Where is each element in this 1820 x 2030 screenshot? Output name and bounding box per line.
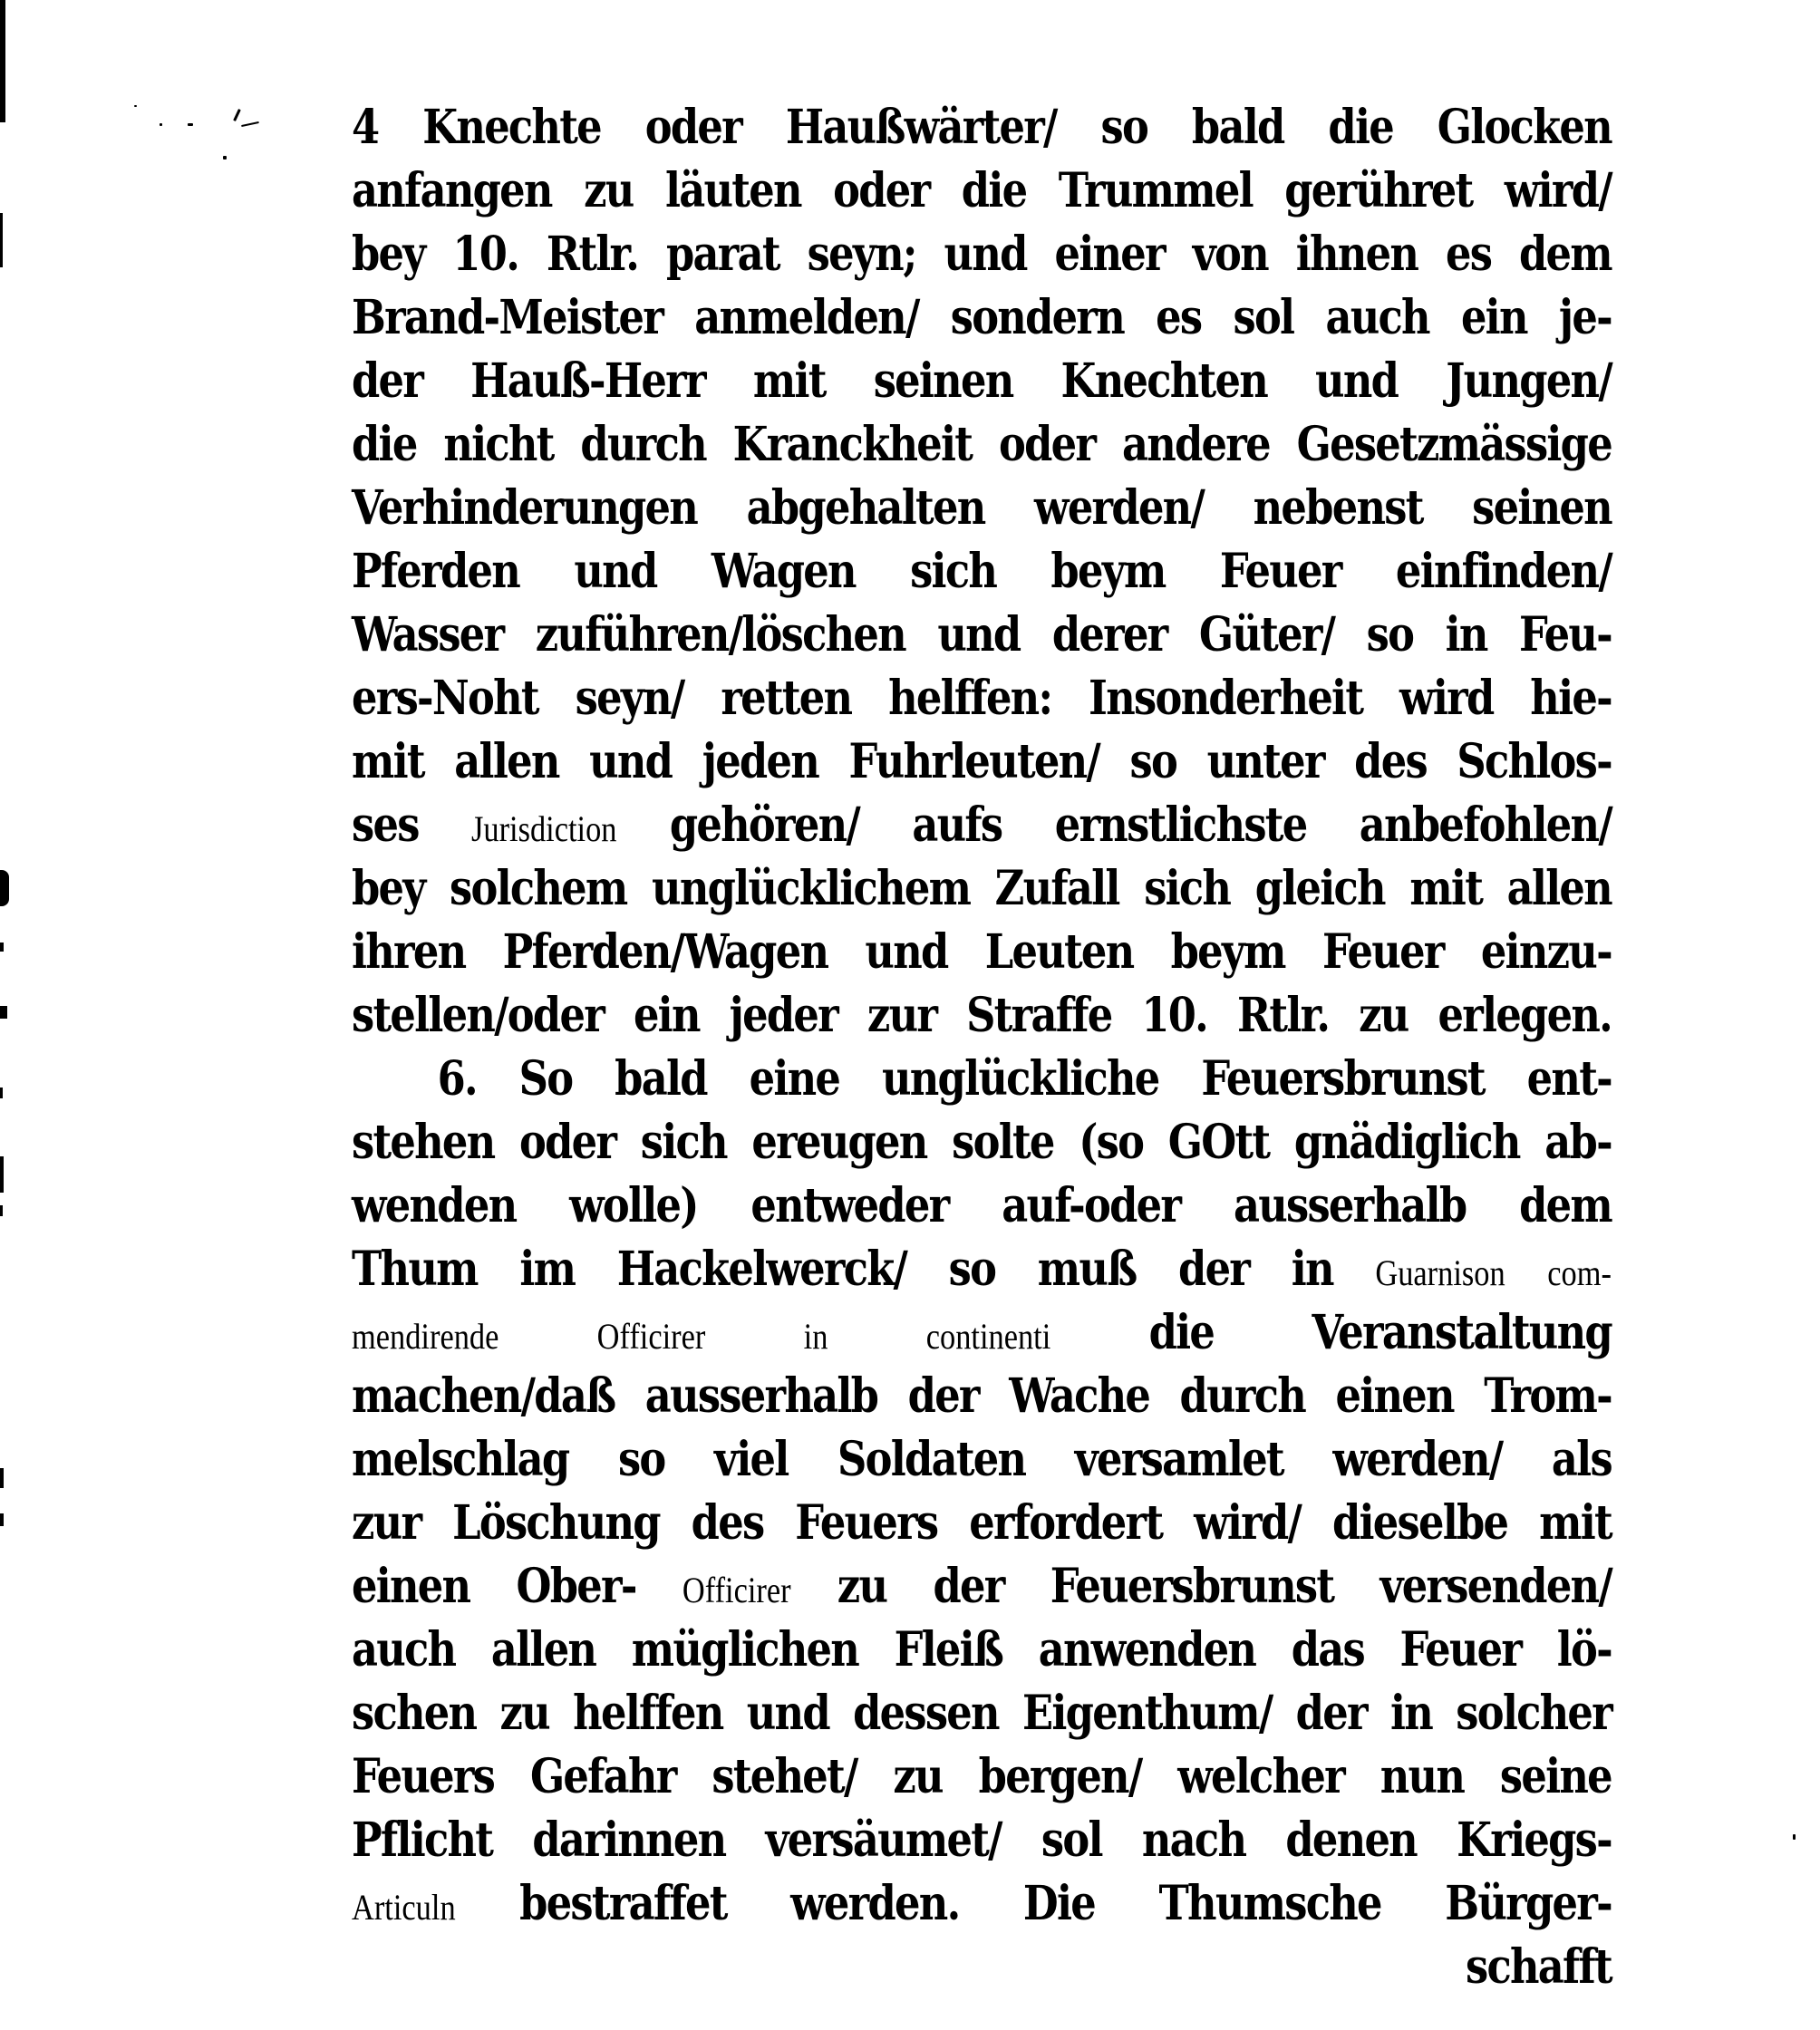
fraktur-word: als — [1551, 1432, 1612, 1487]
fraktur-word: oder — [519, 1115, 616, 1170]
fraktur-word: ihnen — [1295, 227, 1418, 282]
fraktur-word: Jungen/ — [1446, 353, 1612, 409]
fraktur-word: der — [1178, 1242, 1250, 1297]
text-line — [352, 732, 1612, 792]
fraktur-word: auch — [352, 1622, 456, 1677]
text-line — [352, 352, 1612, 411]
fraktur-word: oder — [833, 163, 930, 218]
pencil-mark — [223, 156, 227, 160]
fraktur-word: schafft — [1465, 1939, 1612, 1995]
fraktur-word: dem — [1518, 227, 1612, 282]
fraktur-word: mit — [1409, 861, 1483, 916]
fraktur-word: Bürger- — [1445, 1876, 1612, 1931]
fraktur-word: entweder — [750, 1178, 949, 1233]
fraktur-word: seyn; — [807, 227, 916, 282]
fraktur-word: gehören/ — [669, 798, 860, 853]
fraktur-word: Eigenthum/ — [1022, 1686, 1273, 1741]
fraktur-word: versenden/ — [1380, 1559, 1612, 1614]
fraktur-word: helffen — [573, 1686, 723, 1741]
fraktur-word: So — [518, 1051, 573, 1107]
fraktur-word: jeder — [729, 988, 837, 1043]
fraktur-word: Straffe — [966, 988, 1112, 1043]
fraktur-word: zu — [584, 163, 634, 218]
text-line — [352, 669, 1612, 729]
scan-edge-artifact — [0, 942, 4, 952]
fraktur-word: werden/ — [1034, 480, 1205, 536]
fraktur-word: die — [352, 417, 417, 472]
fraktur-word: muß — [1037, 1242, 1137, 1297]
fraktur-word: Knechte — [422, 100, 601, 155]
fraktur-word: werden. — [790, 1876, 960, 1931]
text-line — [352, 1874, 1612, 1934]
fraktur-word: seine — [1499, 1749, 1612, 1804]
fraktur-word: Pferden/Wagen — [502, 924, 828, 980]
fraktur-word: jeden — [702, 734, 819, 789]
pencil-mark — [188, 123, 193, 126]
fraktur-word: 6. — [437, 1051, 477, 1107]
fraktur-word: es — [1156, 290, 1202, 345]
fraktur-word: in — [1390, 1686, 1433, 1741]
fraktur-word: Wagen — [711, 544, 856, 599]
fraktur-word: beym — [1170, 924, 1285, 980]
fraktur-word: gnädiglich — [1293, 1115, 1520, 1170]
fraktur-word: (so — [1079, 1115, 1144, 1170]
fraktur-word: derer — [1051, 607, 1167, 662]
fraktur-word: mit — [1539, 1495, 1612, 1551]
fraktur-word: oder — [998, 417, 1096, 472]
fraktur-word: GOtt — [1167, 1115, 1270, 1170]
text-line — [352, 1557, 1612, 1617]
fraktur-word: so — [1129, 734, 1177, 789]
fraktur-word: ausserhalb — [644, 1368, 878, 1424]
fraktur-word: wird/ — [1504, 163, 1612, 218]
fraktur-word: so — [617, 1432, 665, 1487]
fraktur-word: andere — [1121, 417, 1270, 472]
fraktur-word: sol — [1041, 1812, 1102, 1868]
text-line — [352, 161, 1612, 221]
fraktur-word: nach — [1141, 1812, 1246, 1868]
fraktur-word: einen — [352, 1559, 470, 1614]
fraktur-word: gleich — [1254, 861, 1385, 916]
fraktur-word: so — [948, 1242, 996, 1297]
fraktur-word: nebenst — [1253, 480, 1423, 536]
text-line — [352, 98, 1612, 158]
fraktur-word: Trom- — [1484, 1368, 1612, 1424]
antiqua-word: Officirer — [596, 1316, 706, 1357]
scan-edge-artifact — [0, 1513, 4, 1526]
text-line — [352, 1620, 1612, 1680]
fraktur-word: dieselbe — [1331, 1495, 1508, 1551]
fraktur-word: zur — [866, 988, 937, 1043]
text-line — [352, 1430, 1612, 1490]
fraktur-word: der — [907, 1368, 979, 1424]
fraktur-word: helffen: — [888, 671, 1052, 726]
fraktur-word: einen — [1335, 1368, 1454, 1424]
fraktur-word: Gefahr — [529, 1749, 676, 1804]
fraktur-word: so — [1366, 607, 1414, 662]
fraktur-word: Feuers — [352, 1749, 495, 1804]
scan-edge-artifact — [0, 1468, 4, 1488]
fraktur-word: Hauß-Herr — [470, 353, 705, 409]
text-line — [352, 859, 1612, 919]
fraktur-word: der — [1295, 1686, 1367, 1741]
fraktur-word: solcher — [1456, 1686, 1612, 1741]
fraktur-word: ab- — [1544, 1115, 1612, 1170]
fraktur-word: des — [691, 1495, 764, 1551]
fraktur-word: der — [933, 1559, 1004, 1614]
fraktur-word: auch — [1325, 290, 1429, 345]
fraktur-word: ereugen — [751, 1115, 927, 1170]
fraktur-word: ein — [633, 988, 700, 1043]
fraktur-word: oder — [644, 100, 741, 155]
fraktur-word: darinnen — [532, 1812, 726, 1868]
fraktur-word: und — [1315, 353, 1399, 409]
fraktur-word: wird/ — [1194, 1495, 1302, 1551]
fraktur-word: Fuhrleuten/ — [848, 734, 1100, 789]
fraktur-word: anfangen — [352, 163, 552, 218]
fraktur-word: mit — [752, 353, 826, 409]
fraktur-word: Fleiß — [894, 1622, 1003, 1677]
fraktur-word: Feuer — [1399, 1622, 1522, 1677]
scan-edge-artifact — [0, 1006, 7, 1019]
fraktur-word: Leuten — [984, 924, 1134, 980]
fraktur-word: es — [1445, 227, 1492, 282]
fraktur-word: hie- — [1530, 671, 1612, 726]
fraktur-word: unglücklichem — [652, 861, 971, 916]
fraktur-word: Glocken — [1437, 100, 1612, 155]
fraktur-word: Haußwärter/ — [785, 100, 1057, 155]
pencil-mark — [134, 105, 137, 107]
fraktur-word: Veranstaltung — [1312, 1305, 1612, 1360]
fraktur-word: einzu- — [1480, 924, 1612, 980]
fraktur-word: stellen/oder — [352, 988, 605, 1043]
text-line — [352, 1113, 1612, 1173]
fraktur-word: bergen/ — [978, 1749, 1142, 1804]
fraktur-word: welcher — [1177, 1749, 1344, 1804]
fraktur-word: unglückliche — [881, 1051, 1159, 1107]
fraktur-word: sich — [1144, 861, 1231, 916]
fraktur-word: 10. — [1141, 988, 1208, 1043]
antiqua-word: Articuln — [352, 1887, 456, 1928]
fraktur-word: zu — [837, 1559, 887, 1614]
text-line — [352, 415, 1612, 475]
fraktur-word: stehet/ — [712, 1749, 857, 1804]
scan-edge-artifact — [0, 213, 3, 267]
fraktur-word: 10. — [452, 227, 519, 282]
scan-edge-artifact — [0, 1205, 3, 1216]
text-line — [352, 1049, 1612, 1109]
fraktur-word: Gesetzmässige — [1296, 417, 1612, 472]
scan-speck — [1793, 1834, 1796, 1840]
fraktur-word: Zufall — [994, 861, 1119, 916]
text-line — [352, 605, 1612, 665]
text-line — [352, 1811, 1612, 1870]
fraktur-word: sich — [910, 544, 997, 599]
fraktur-word: ernstlichste — [1054, 798, 1307, 853]
fraktur-word: Trummel — [1058, 163, 1253, 218]
fraktur-word: ers-Noht — [352, 671, 538, 726]
scan-edge-artifact — [0, 870, 9, 906]
fraktur-word: retten — [721, 671, 852, 726]
fraktur-word: schen — [352, 1686, 477, 1741]
text-line — [352, 986, 1612, 1046]
fraktur-word: Ober- — [516, 1559, 636, 1614]
text-line — [352, 1494, 1612, 1553]
fraktur-word: bald — [615, 1051, 707, 1107]
fraktur-word: allen — [454, 734, 559, 789]
fraktur-word: anwenden — [1038, 1622, 1256, 1677]
fraktur-word: Pferden — [352, 544, 520, 599]
fraktur-word: bey — [352, 227, 425, 282]
fraktur-word: wolle) — [569, 1178, 698, 1233]
fraktur-word: Feuersbrunst — [1201, 1051, 1485, 1107]
text-line — [352, 225, 1612, 285]
text-line — [352, 542, 1612, 602]
fraktur-word: ihren — [352, 924, 466, 980]
antiqua-word: in — [803, 1316, 828, 1357]
fraktur-word: versäumet/ — [765, 1812, 1002, 1868]
fraktur-word: in — [1291, 1242, 1333, 1297]
fraktur-word: Güter/ — [1198, 607, 1335, 662]
fraktur-word: des — [1354, 734, 1427, 789]
fraktur-word: einfinden/ — [1395, 544, 1612, 599]
fraktur-word: Rtlr. — [1236, 988, 1330, 1043]
fraktur-word: aufs — [912, 798, 1002, 853]
fraktur-word: Wasser — [352, 607, 504, 662]
fraktur-word: Feuers — [795, 1495, 938, 1551]
fraktur-word: im — [519, 1242, 576, 1297]
fraktur-word: denen — [1285, 1812, 1417, 1868]
fraktur-word: durch — [1179, 1368, 1306, 1424]
fraktur-word: seyn/ — [575, 671, 684, 726]
fraktur-word: eine — [749, 1051, 840, 1107]
fraktur-word: die — [961, 163, 1027, 218]
fraktur-word: sich — [640, 1115, 727, 1170]
fraktur-word: Wache — [1009, 1368, 1150, 1424]
fraktur-word: wenden — [352, 1178, 517, 1233]
fraktur-word: 4 — [352, 100, 379, 155]
text-line — [352, 1747, 1612, 1807]
fraktur-word: wird — [1399, 671, 1494, 726]
fraktur-word: in — [1445, 607, 1487, 662]
text-line — [352, 1367, 1612, 1426]
fraktur-word: die — [1148, 1305, 1215, 1360]
text-line — [352, 288, 1612, 348]
fraktur-word: Rtlr. — [546, 227, 639, 282]
document-page — [352, 0, 1612, 2030]
fraktur-word: solchem — [450, 861, 627, 916]
fraktur-word: auf-oder — [1002, 1178, 1181, 1233]
pencil-mark — [241, 121, 259, 127]
fraktur-word: gerühret — [1284, 163, 1473, 218]
fraktur-word: müglichen — [631, 1622, 859, 1677]
fraktur-word: zu — [893, 1749, 943, 1804]
fraktur-word: und — [944, 227, 1027, 282]
fraktur-word: seinen — [873, 353, 1013, 409]
fraktur-word: Thum — [352, 1242, 478, 1297]
fraktur-word: versamlet — [1074, 1432, 1283, 1487]
antiqua-word: Guarnison — [1375, 1252, 1505, 1293]
text-line — [352, 796, 1612, 856]
fraktur-word: Kriegs- — [1457, 1812, 1612, 1868]
fraktur-word: Löschung — [452, 1495, 660, 1551]
scan-edge-artifact — [0, 0, 5, 122]
fraktur-word: Feuersbrunst — [1050, 1559, 1334, 1614]
fraktur-word: und — [865, 924, 948, 980]
antiqua-word: com- — [1547, 1252, 1612, 1293]
fraktur-word: die — [1328, 100, 1393, 155]
scan-edge-artifact — [0, 1088, 3, 1098]
fraktur-word: zur — [352, 1495, 421, 1551]
fraktur-word: zu — [1359, 988, 1409, 1043]
fraktur-word: und — [574, 544, 657, 599]
fraktur-word: und — [589, 734, 673, 789]
fraktur-word: parat — [665, 227, 779, 282]
fraktur-word: melschlag — [352, 1432, 569, 1487]
text-line — [352, 1176, 1612, 1236]
fraktur-word: stehen — [352, 1115, 495, 1170]
scan-edge-artifact — [0, 1156, 4, 1193]
fraktur-word: der — [352, 353, 423, 409]
fraktur-word: Hackelwerck/ — [616, 1242, 907, 1297]
fraktur-word: Schlos- — [1457, 734, 1612, 789]
text-line — [352, 1684, 1612, 1744]
fraktur-word: nun — [1380, 1749, 1465, 1804]
text-line — [352, 923, 1612, 982]
fraktur-word: Verhinderungen — [352, 480, 698, 536]
fraktur-word: viel — [714, 1432, 789, 1487]
fraktur-word: dessen — [853, 1686, 999, 1741]
fraktur-word: das — [1291, 1622, 1364, 1677]
fraktur-word: sondern — [950, 290, 1125, 345]
fraktur-word: ausserhalb — [1233, 1178, 1467, 1233]
fraktur-word: sol — [1233, 290, 1294, 345]
text-line — [352, 1240, 1612, 1300]
fraktur-word: werden/ — [1332, 1432, 1503, 1487]
fraktur-word: seinen — [1472, 480, 1612, 536]
fraktur-word: so — [1100, 100, 1148, 155]
fraktur-word: Kranckheit — [732, 417, 973, 472]
fraktur-word: zuführen/löschen — [535, 607, 905, 662]
antiqua-word: mendirende — [352, 1316, 499, 1357]
fraktur-word: durch — [580, 417, 706, 472]
fraktur-word: ses — [352, 798, 419, 853]
fraktur-word: von — [1192, 227, 1268, 282]
fraktur-word: solte — [952, 1115, 1054, 1170]
antiqua-word: Jurisdiction — [470, 808, 617, 849]
fraktur-word: mit — [352, 734, 424, 789]
fraktur-word: allen — [490, 1622, 596, 1677]
fraktur-word: abgehalten — [746, 480, 985, 536]
fraktur-word: lö- — [1556, 1622, 1612, 1677]
fraktur-word: beym — [1050, 544, 1166, 599]
fraktur-word: Feuer — [1321, 924, 1444, 980]
fraktur-word: je- — [1558, 290, 1612, 345]
pencil-mark — [160, 123, 162, 126]
fraktur-word: bald — [1191, 100, 1284, 155]
fraktur-word: Pflicht — [352, 1812, 493, 1868]
fraktur-word: bey — [352, 861, 425, 916]
fraktur-word: anbefohlen/ — [1359, 798, 1612, 853]
fraktur-word: nicht — [443, 417, 554, 472]
fraktur-word: machen/daß — [352, 1368, 615, 1424]
pencil-mark — [233, 109, 241, 121]
fraktur-word: bestraffet — [519, 1876, 727, 1931]
fraktur-word: allen — [1506, 861, 1612, 916]
antiqua-word: Officirer — [682, 1570, 791, 1610]
fraktur-word: dem — [1519, 1178, 1612, 1233]
fraktur-word: und — [746, 1686, 829, 1741]
antiqua-word: continenti — [925, 1316, 1051, 1357]
fraktur-word: Feuer — [1219, 544, 1341, 599]
fraktur-word: unter — [1206, 734, 1324, 789]
fraktur-word: anmelden/ — [694, 290, 919, 345]
fraktur-word: Insonderheit — [1089, 671, 1363, 726]
fraktur-word: läuten — [664, 163, 801, 218]
fraktur-word: Thumsche — [1158, 1876, 1381, 1931]
fraktur-word: ein — [1460, 290, 1527, 345]
fraktur-word: Soldaten — [837, 1432, 1026, 1487]
text-line — [352, 1303, 1612, 1363]
fraktur-word: erfordert — [969, 1495, 1163, 1551]
fraktur-word: erlegen. — [1438, 988, 1612, 1043]
fraktur-word: Brand-Meister — [352, 290, 663, 345]
fraktur-word: und — [937, 607, 1021, 662]
text-line — [352, 1938, 1612, 1997]
fraktur-word: zu — [499, 1686, 549, 1741]
fraktur-word: Feu- — [1519, 607, 1612, 662]
text-line — [352, 478, 1612, 538]
fraktur-word: einer — [1054, 227, 1165, 282]
fraktur-word: Die — [1022, 1876, 1095, 1931]
fraktur-word: ent- — [1526, 1051, 1612, 1107]
fraktur-word: Knechten — [1060, 353, 1267, 409]
